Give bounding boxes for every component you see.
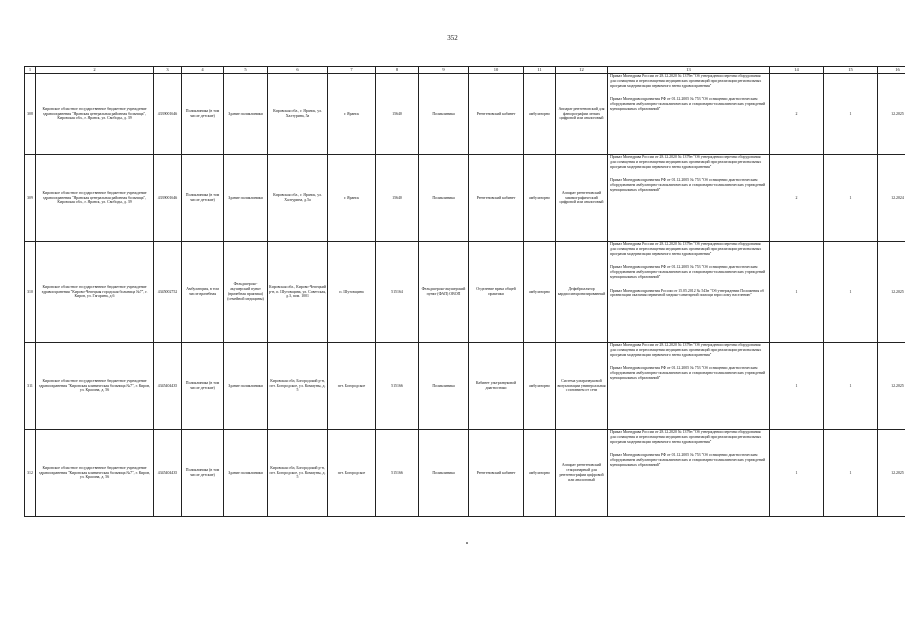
care-form-cell: амбулаторно: [524, 155, 556, 242]
row-number: 308: [25, 74, 36, 155]
cabinet-cell: Рентгеновский кабинет: [469, 74, 524, 155]
legal-basis-item: Приказ Минздравсоцразвития РФ от 01.12.2005 № 753 "Об оснащении диагностическим оборудованием амбулаторно-поликлинических и стационарно-поликлинических учреждений муниципальных образований": [610, 366, 766, 380]
care-form-cell: амбулаторно: [524, 343, 556, 430]
column-number: 2: [36, 67, 154, 74]
table-row: [25, 74, 905, 155]
locality-cell: г. Яранск: [328, 155, 376, 242]
date-cell: 12.2025: [878, 74, 905, 155]
legal-basis-item: Приказ Минздрава России от 28.12.2020 № 1379н "Об утверждении перечня оборудования для оснащения и переоснащения медицинских организаций при реализации региональных программ модернизации первичного звена здравоохранения": [610, 430, 762, 444]
organization-cell: Кировское областное государственное бюджетное учреждение здравоохранения "Кировская клиническая больница №7", г. Киров, ул. Красина, д. 56: [36, 430, 154, 517]
oktmo-cell: 515164: [376, 242, 419, 343]
column-number: 13: [608, 67, 770, 74]
quantity-cell: 1: [770, 343, 824, 430]
inn-cell: 4345002752: [154, 242, 182, 343]
column-number: 8: [376, 67, 419, 74]
quantity-cell: 1: [824, 343, 878, 430]
table-body: [25, 74, 905, 517]
inn-cell: 4345404435: [154, 430, 182, 517]
scan-speck: [466, 542, 468, 544]
table-row: [25, 155, 905, 242]
unit-cell: Поликлиника: [419, 343, 469, 430]
legal-basis-cell: [608, 155, 770, 242]
legal-basis-cell: [608, 74, 770, 155]
address-cell: Кировская обл, Богородский р-н, пгт. Богородское, ул. Коммуны, д. 5: [268, 430, 328, 517]
column-number: 6: [268, 67, 328, 74]
oktmo-cell: 515166: [376, 343, 419, 430]
date-cell: 12.2025: [878, 242, 905, 343]
row-number: 309: [25, 155, 36, 242]
facility-kind-cell: Поликлиника (в том числе детские): [182, 430, 224, 517]
building-cell: Здание поликлиники: [224, 430, 268, 517]
equipment-cell: Система ультразвуковой визуализации универсальная с питанием от сети: [556, 343, 608, 430]
oktmo-cell: 15640: [376, 74, 419, 155]
column-number: 7: [328, 67, 376, 74]
row-number: 311: [25, 343, 36, 430]
facility-kind-cell: Поликлиника (в том числе детские): [182, 74, 224, 155]
care-form-cell: амбулаторно: [524, 430, 556, 517]
column-number: 16: [878, 67, 905, 74]
quantity-cell: 1: [824, 155, 878, 242]
care-form-cell: амбулаторно: [524, 74, 556, 155]
legal-basis-item: Приказ Минздравсоцразвития РФ от 01.12.2005 № 753 "Об оснащении диагностическим оборудованием амбулаторно-поликлинических и стационарно-поликлинических учреждений муниципальных образований": [610, 97, 766, 111]
building-cell: Здание поликлиники: [224, 155, 268, 242]
row-number: 312: [25, 430, 36, 517]
column-number: 4: [182, 67, 224, 74]
cabinet-cell: Кабинет ультразвуковой диагностики: [469, 343, 524, 430]
legal-basis-item: Приказ Минздравсоцразвития РФ от 01.12.2005 № 753 "Об оснащении диагностическим оборудованием амбулаторно-поликлинических и стационарно-поликлинических учреждений муниципальных образований": [610, 453, 766, 467]
building-cell: Здание поликлиники: [224, 343, 268, 430]
table-row: [25, 242, 905, 343]
quantity-cell: 2: [770, 74, 824, 155]
locality-cell: г. Яранск: [328, 74, 376, 155]
date-cell: 12.2025: [878, 343, 905, 430]
unit-cell: Фельдшерско-акушерский пункт (ФАП) ОВОП: [419, 242, 469, 343]
organization-cell: Кировское областное государственное бюджетное учреждение здравоохранения "Яранская центральная районная больница", Кировская обл., г. Яранск, ул. Свободы, д. 39: [36, 74, 154, 155]
oktmo-cell: 15640: [376, 155, 419, 242]
facility-kind-cell: Поликлиника (в том числе детские): [182, 343, 224, 430]
quantity-cell: 1: [824, 74, 878, 155]
organization-cell: Кировское областное государственное бюджетное учреждение здравоохранения "Кировская клиническая больница №7", г. Киров, ул. Красина, д. 56: [36, 343, 154, 430]
legal-basis-item: Приказ Минздравсоцразвития России от 15.05.2012 № 543н "Об утверждении Положения об организации оказания первичной медико-санитарной помощи взрослому населению": [610, 288, 765, 298]
equipment-cell: Аппарат рентгеновский стационарный для рентгенографии цифровой или аналоговый: [556, 430, 608, 517]
column-number: 11: [524, 67, 556, 74]
column-number: 9: [419, 67, 469, 74]
locality-cell: пгт. Богородское: [328, 343, 376, 430]
inn-cell: 4339001646: [154, 155, 182, 242]
column-number: 5: [224, 67, 268, 74]
legal-basis-cell: [608, 430, 770, 517]
legal-basis-item: Приказ Минздрава России от 28.12.2020 № 1379н "Об утверждении перечня оборудования для оснащения и переоснащения медицинских организаций при реализации региональных программ модернизации первичного звена здравоохранения": [610, 74, 762, 88]
table-row: [25, 343, 905, 430]
column-number: 10: [469, 67, 524, 74]
equipment-cell: Дефибриллятор кардиосинхронизированный: [556, 242, 608, 343]
building-cell: Здание поликлиники: [224, 74, 268, 155]
cabinet-cell: Отделение врача общей практики: [469, 242, 524, 343]
legal-basis-cell: [608, 343, 770, 430]
quantity-cell: 2: [770, 155, 824, 242]
date-cell: 12.2024: [878, 155, 905, 242]
cabinet-cell: Рентгеновский кабинет: [469, 155, 524, 242]
quantity-cell: 1: [770, 430, 824, 517]
column-number: 14: [770, 67, 824, 74]
date-cell: 12.2025: [878, 430, 905, 517]
facility-kind-cell: Амбулатория, в том числе врачебная: [182, 242, 224, 343]
address-cell: Кировская обл., г. Яранск, ул. Халтурина, 5а: [268, 74, 328, 155]
register-table: [24, 66, 905, 517]
legal-basis-cell: [608, 242, 770, 343]
quantity-cell: 1: [824, 242, 878, 343]
address-cell: Кировская обл, Богородский р-н, пгт. Богородское, ул. Коммуны, д. 5: [268, 343, 328, 430]
column-number: 1: [25, 67, 36, 74]
table-row: [25, 430, 905, 517]
inn-cell: 4339001646: [154, 74, 182, 155]
column-number: 12: [556, 67, 608, 74]
unit-cell: Поликлиника: [419, 430, 469, 517]
address-cell: Кировская обл., Кирово-Чепецкий р-н, п. Шутовщина, ул. Советская, д.3, пом. 1001: [268, 242, 328, 343]
equipment-cell: Аппарат рентгеновский маммографический цифровой или аналоговый: [556, 155, 608, 242]
facility-kind-cell: Поликлиника (в том числе детские): [182, 155, 224, 242]
page-number: 352: [447, 34, 458, 42]
row-number: 310: [25, 242, 36, 343]
column-number: 15: [824, 67, 878, 74]
legal-basis-item: Приказ Минздравсоцразвития РФ от 01.12.2005 № 753 "Об оснащении диагностическим оборудованием амбулаторно-поликлинических и стационарно-поликлинических учреждений муниципальных образований": [610, 178, 766, 192]
care-form-cell: амбулаторно: [524, 242, 556, 343]
unit-cell: Поликлиника: [419, 155, 469, 242]
column-number-row: [25, 67, 905, 74]
legal-basis-item: Приказ Минздрава России от 28.12.2020 № 1379н "Об утверждении перечня оборудования для оснащения и переоснащения медицинских организаций при реализации региональных программ модернизации первичного звена здравоохранения": [610, 155, 762, 169]
quantity-cell: 1: [824, 430, 878, 517]
equipment-cell: Аппарат рентгеновский для флюорографии легких цифровой или аналоговый: [556, 74, 608, 155]
unit-cell: Поликлиника: [419, 74, 469, 155]
locality-cell: п. Шутовщина: [328, 242, 376, 343]
locality-cell: пгт. Богородское: [328, 430, 376, 517]
organization-cell: Кировское областное государственное бюджетное учреждение здравоохранения "Яранская центральная районная больница", Кировская обл., г. Яранск, ул. Свободы, д. 39: [36, 155, 154, 242]
quantity-cell: 1: [770, 242, 824, 343]
inn-cell: 4345404435: [154, 343, 182, 430]
column-number: 3: [154, 67, 182, 74]
legal-basis-item: Приказ Минздрава России от 28.12.2020 № 1379н "Об утверждении перечня оборудования для оснащения и переоснащения медицинских организаций при реализации региональных программ модернизации первичного звена здравоохранения": [610, 343, 762, 357]
legal-basis-item: Приказ Минздрава России от 28.12.2020 № 1379н "Об утверждении перечня оборудования для оснащения и переоснащения медицинских организаций при реализации региональных программ модернизации первичного звена здравоохранения": [610, 242, 762, 256]
organization-cell: Кировское областное государственное бюджетное учреждение здравоохранения "Кирово-Чепецкая городская больница №7", г. Киров, ул. Гагарина, д.6: [36, 242, 154, 343]
address-cell: Кировская обл., г. Яранск, ул. Халтурина, д.5а: [268, 155, 328, 242]
building-cell: Фельдшерско-акушерский пункт (врачебная практика) (семейной медицины): [224, 242, 268, 343]
legal-basis-item: Приказ Минздравсоцразвития РФ от 01.12.2005 № 753 "Об оснащении диагностическим оборудованием амбулаторно-поликлинических и стационарно-поликлинических учреждений муниципальных образований": [610, 265, 766, 279]
oktmo-cell: 515166: [376, 430, 419, 517]
cabinet-cell: Рентгеновский кабинет: [469, 430, 524, 517]
